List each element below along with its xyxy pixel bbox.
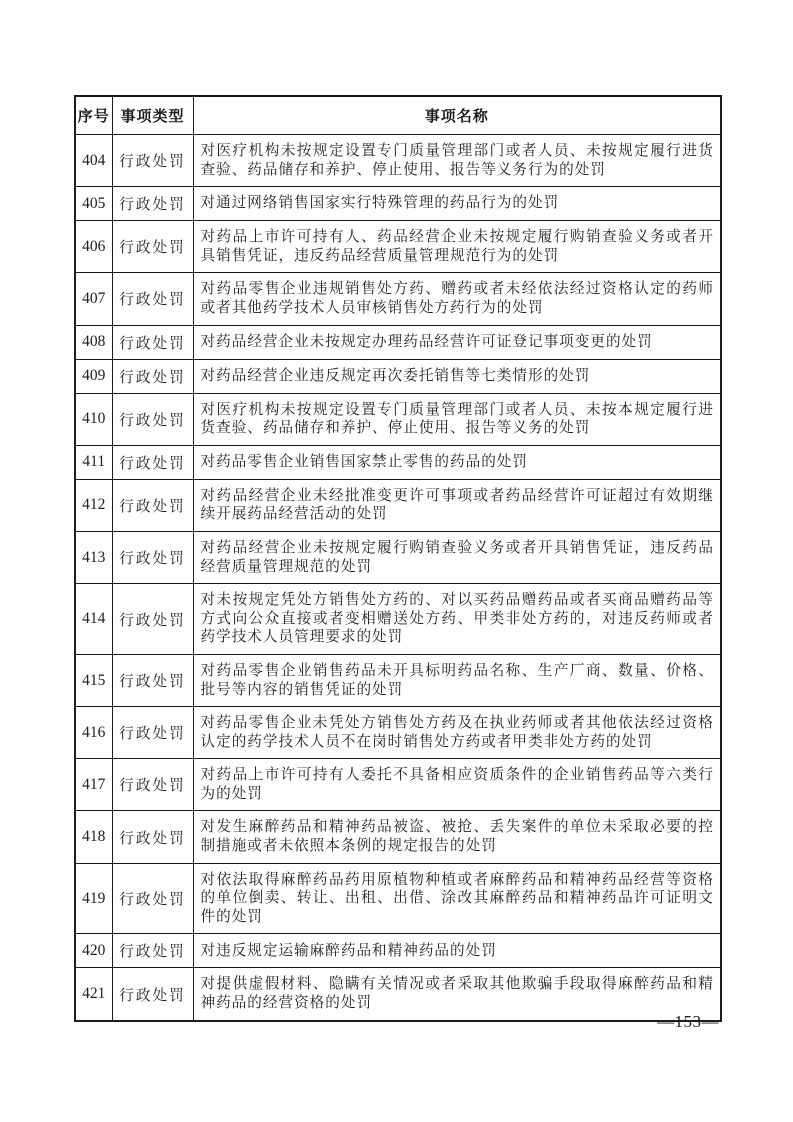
item-type-cell: 行政处罚 <box>112 531 193 583</box>
serial-number-cell: 417 <box>75 759 112 811</box>
item-name-cell: 对通过网络销售国家实行特殊管理的药品行为的处罚 <box>193 187 721 221</box>
table-row-409 <box>75 359 721 393</box>
item-type-cell: 行政处罚 <box>112 325 193 359</box>
serial-number-cell: 414 <box>75 584 112 655</box>
item-name-cell: 对依法取得麻醉药品药用原植物种植或者麻醉药品和精神药品经营等资格的单位倒卖、转让、出租、出借、涂改其麻醉药品和精神药品许可证明文件的处罚 <box>193 863 721 934</box>
serial-number-cell: 410 <box>75 393 112 445</box>
col-header-item-name: 事项名称 <box>193 96 721 135</box>
serial-number-cell: 404 <box>75 135 112 187</box>
serial-number-cell: 413 <box>75 531 112 583</box>
serial-number-cell: 415 <box>75 654 112 706</box>
serial-number-cell: 420 <box>75 934 112 968</box>
item-name-cell: 对未按规定凭处方销售处方药的、对以买药品赠药品或者买商品赠药品等方式向公众直接或者变相赠送处方药、甲类非处方药的，对违反药师或者药学技术人员管理要求的处罚 <box>193 584 721 655</box>
item-name-cell: 对提供虚假材料、隐瞒有关情况或者采取其他欺骗手段取得麻醉药品和精神药品的经营资格的处罚 <box>193 968 721 1021</box>
table-row-405 <box>75 187 721 221</box>
serial-number-cell: 418 <box>75 811 112 863</box>
page-number: —153— <box>657 1012 719 1031</box>
table-row-408 <box>75 325 721 359</box>
item-type-cell: 行政处罚 <box>112 221 193 273</box>
item-name-cell: 对药品零售企业违规销售处方药、赠药或者未经依法经过资格认定的药师或者其他药学技术人员审核销售处方药行为的处罚 <box>193 273 721 325</box>
table-row-416 <box>75 707 721 759</box>
item-name-cell: 对违反规定运输麻醉药品和精神药品的处罚 <box>193 934 721 968</box>
serial-number-cell: 419 <box>75 863 112 934</box>
table-row-415 <box>75 654 721 706</box>
table-row-413 <box>75 531 721 583</box>
serial-number-cell: 407 <box>75 273 112 325</box>
item-type-cell: 行政处罚 <box>112 393 193 445</box>
item-name-cell: 对药品上市许可持有人委托不具备相应资质条件的企业销售药品等六类行为的处罚 <box>193 759 721 811</box>
item-name-cell: 对药品零售企业销售国家禁止零售的药品的处罚 <box>193 445 721 479</box>
header-row <box>75 96 721 135</box>
table-row-407 <box>75 273 721 325</box>
item-type-cell: 行政处罚 <box>112 584 193 655</box>
table-row-420 <box>75 934 721 968</box>
item-type-cell: 行政处罚 <box>112 707 193 759</box>
item-name-cell: 对医疗机构未按规定设置专门质量管理部门或者人员、未按本规定履行进货查验、药品储存和养护、停止使用、报告等义务的处罚 <box>193 393 721 445</box>
item-name-cell: 对药品零售企业未凭处方销售处方药及在执业药师或者其他依法经过资格认定的药学技术人员不在岗时销售处方药或者甲类非处方药的处罚 <box>193 707 721 759</box>
table-row-412 <box>75 479 721 531</box>
table-row-418 <box>75 811 721 863</box>
table-row-411 <box>75 445 721 479</box>
serial-number-cell: 416 <box>75 707 112 759</box>
table-header <box>75 96 721 135</box>
serial-number-cell: 409 <box>75 359 112 393</box>
serial-number-cell: 412 <box>75 479 112 531</box>
table-row-404 <box>75 135 721 187</box>
item-type-cell: 行政处罚 <box>112 968 193 1021</box>
item-type-cell: 行政处罚 <box>112 359 193 393</box>
table-row-417 <box>75 759 721 811</box>
col-header-serial-number: 序号 <box>75 96 112 135</box>
item-name-cell: 对发生麻醉药品和精神药品被盗、被抢、丢失案件的单位未采取必要的控制措施或者未依照本条例的规定报告的处罚 <box>193 811 721 863</box>
item-type-cell: 行政处罚 <box>112 934 193 968</box>
item-name-cell: 对药品零售企业销售药品未开具标明药品名称、生产厂商、数量、价格、批号等内容的销售凭证的处罚 <box>193 654 721 706</box>
item-name-cell: 对药品经营企业未经批准变更许可事项或者药品经营许可证超过有效期继续开展药品经营活动的处罚 <box>193 479 721 531</box>
serial-number-cell: 408 <box>75 325 112 359</box>
item-name-cell: 对药品上市许可持有人、药品经营企业未按规定履行购销查验义务或者开具销售凭证，违反药品经营质量管理规范行为的处罚 <box>193 221 721 273</box>
item-type-cell: 行政处罚 <box>112 654 193 706</box>
table-row-419 <box>75 863 721 934</box>
item-type-cell: 行政处罚 <box>112 273 193 325</box>
item-type-cell: 行政处罚 <box>112 187 193 221</box>
item-name-cell: 对药品经营企业未按规定办理药品经营许可证登记事项变更的处罚 <box>193 325 721 359</box>
col-header-item-type: 事项类型 <box>112 96 193 135</box>
serial-number-cell: 411 <box>75 445 112 479</box>
item-name-cell: 对医疗机构未按规定设置专门质量管理部门或者人员、未按规定履行进货查验、药品储存和养护、停止使用、报告等义务行为的处罚 <box>193 135 721 187</box>
table-row-414 <box>75 584 721 655</box>
item-name-cell: 对药品经营企业违反规定再次委托销售等七类情形的处罚 <box>193 359 721 393</box>
serial-number-cell: 406 <box>75 221 112 273</box>
serial-number-cell: 405 <box>75 187 112 221</box>
item-name-cell: 对药品经营企业未按规定履行购销查验义务或者开具销售凭证，违反药品经营质量管理规范的处罚 <box>193 531 721 583</box>
table-row-410 <box>75 393 721 445</box>
item-type-cell: 行政处罚 <box>112 811 193 863</box>
item-type-cell: 行政处罚 <box>112 445 193 479</box>
item-type-cell: 行政处罚 <box>112 479 193 531</box>
table-row-421 <box>75 968 721 1021</box>
table-row-406 <box>75 221 721 273</box>
item-type-cell: 行政处罚 <box>112 759 193 811</box>
item-type-cell: 行政处罚 <box>112 863 193 934</box>
table-body <box>75 135 721 1021</box>
item-type-cell: 行政处罚 <box>112 135 193 187</box>
penalty-items-table <box>74 95 722 1022</box>
serial-number-cell: 421 <box>75 968 112 1021</box>
